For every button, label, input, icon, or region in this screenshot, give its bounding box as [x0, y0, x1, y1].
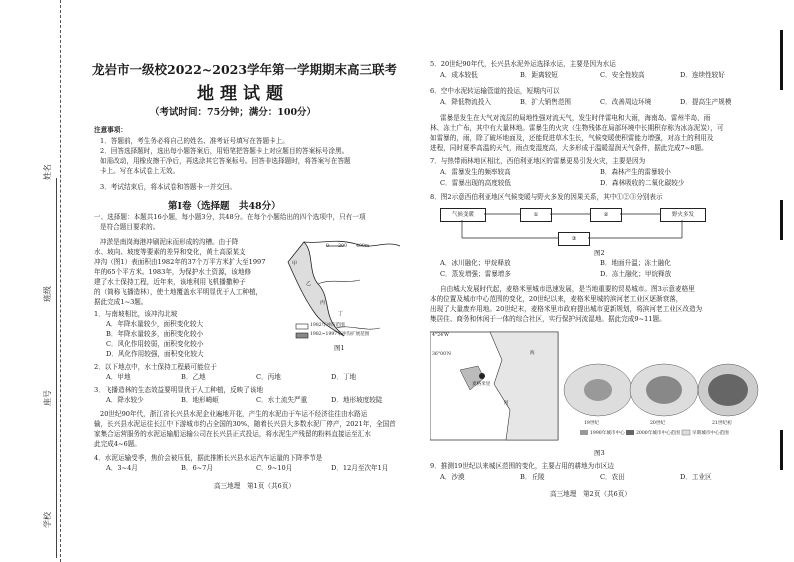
q9-stem: 9．推测19世纪以来城区范围的变化，主要占用的耕地为市区边	[430, 462, 615, 470]
fig2-box-warming: 气候变暖	[440, 208, 486, 222]
passage2-line: 此完成4~6题。	[94, 440, 141, 448]
passage2-line: 20世纪90年代，浙江省长兴县水泥企业遍地开花，产生的水泥由于车运不经济往往由水路运	[100, 410, 368, 418]
figure-1-label: 甲	[292, 261, 298, 267]
scan-mark	[780, 430, 783, 470]
figure-3-coord-lon: 4°24′W	[432, 333, 449, 338]
q3-option-b[interactable]: B．地形崎岖	[181, 396, 219, 404]
figure-1-scale: 0 200 400m	[326, 244, 370, 249]
q4-option-a[interactable]: A．3~4月	[106, 464, 138, 472]
passage1-line: 年的65个平方米。1983年，为保护水土资源，该地修	[94, 268, 252, 276]
q7-option-a[interactable]: A．雷暴发生的频率较高	[440, 168, 511, 176]
figure-1-caption: 图1	[334, 344, 345, 352]
passage3-line: 雷暴是发生在大气对流层的局地性强对流天气，发生时伴雷电和大雨，海南岛、雷州半岛，雨	[440, 114, 711, 122]
q4-stem: 4．水泥运输受季，焦价会被压低，据此推断长兴县水运汽车运量的下降季节是	[94, 454, 323, 462]
figure-3-river-label: 河	[504, 401, 509, 406]
q9-option-b[interactable]: B．丘陵	[520, 473, 545, 481]
q8-option-d[interactable]: D．冻土融化；甲烷释放	[600, 270, 672, 278]
q7-option-c[interactable]: C．雷暴出现的高度较低	[440, 179, 511, 187]
note-3: 3．考试结束后，将本试卷和答题卡一并交回。	[100, 183, 237, 191]
fill-line	[56, 178, 58, 558]
notes-title: 注意事项：	[94, 126, 127, 134]
q7-option-b[interactable]: B．森林产生的雷暴较小	[600, 168, 671, 176]
section-intro-2: 是符合题目要求的。	[100, 223, 160, 231]
q9-option-c[interactable]: C．农田	[600, 473, 625, 481]
q5-option-c[interactable]: C．安全性较高	[600, 71, 645, 79]
q3-option-c[interactable]: C．水土流失严重	[256, 396, 308, 404]
figure-3-legend-1: 1990年城市中心	[590, 431, 625, 436]
scan-mark	[780, 30, 783, 90]
figure-3-maps	[430, 330, 760, 445]
figure-2-caption: 图2	[594, 249, 605, 257]
passage1-line: 建了水土保持工程，近年来，该地利用飞机播撒种子	[94, 278, 246, 286]
q4-options	[106, 464, 406, 474]
passage2-line: 家集合运营服务的水泥运输船运输公司在长兴县正式投运，将水泥生产残留的粉料直接运至汇水	[94, 430, 371, 438]
q1-option-a[interactable]: A．年降水量较少，面积变化较大	[106, 320, 204, 328]
q6-option-c[interactable]: C．改善周边环境	[600, 98, 652, 106]
passage1-line: 据此完成1~3题。	[94, 298, 148, 306]
q2-option-b[interactable]: B．乙地	[181, 373, 206, 381]
q4-option-c[interactable]: C．9~10月	[256, 464, 293, 472]
school-label: 学校	[43, 512, 52, 528]
passage1-line: 水、坡向、坡度等要素的差异和变化，黄土高原某支	[94, 248, 246, 256]
q6-option-d[interactable]: D．提高生产规模	[680, 98, 732, 106]
figure-3-caption: 图3	[594, 449, 605, 457]
class-label: 班级	[43, 286, 52, 302]
note-1: 1．答题前，考生务必将自己的姓名、准考证号填写在答题卡上。	[100, 137, 289, 145]
subject-title: 地理试题	[197, 84, 289, 104]
q7-option-d[interactable]: D．森林吸收的二氧化碳较少	[600, 179, 685, 187]
q2-stem: 2．以下地点中，水土保持工程最可能位于	[94, 363, 217, 371]
q1-option-d[interactable]: D．风化作用较强，面积变化较大	[106, 350, 204, 358]
note-2c: 卡上。写在本试卷上无效。	[100, 167, 180, 175]
passage4-line: 出现了大量废弃用地。20世纪末，麦格米里市政府提出城市更新规划，将滨河老工业区改造为	[430, 305, 703, 313]
q5-option-d[interactable]: D．连续性较好	[680, 71, 725, 79]
figure-3-legend-2: 2000年城市中心范围	[636, 431, 680, 436]
q6-option-b[interactable]: B．扩大销售范围	[520, 98, 572, 106]
exam-title: 龙岩市一级校2022~2023学年第一学期期末高三联考	[92, 62, 398, 77]
scan-mark	[780, 200, 783, 240]
q3-options	[106, 396, 406, 406]
q9-options	[440, 473, 760, 483]
q9-option-d[interactable]: D．工业区	[680, 473, 712, 481]
passage4-line: 集居住、商务和休闲于一体的综合社区，实行保护河流湿地。据此完成9~11题。	[430, 315, 666, 323]
passage1-line: 冲淤是南岗海港冲刷泥床而形成的沟槽。由于降	[100, 238, 239, 246]
figure-3-sea-label: 海	[530, 351, 535, 356]
page-1-footer: 高三地理 第1页（共6页）	[214, 482, 295, 490]
fig2-box-1: ①	[520, 208, 552, 222]
section-heading: 第Ⅰ卷（选择题 共48分）	[168, 201, 281, 212]
fig2-box-3: ③	[558, 232, 590, 246]
figure-1-label: 丁	[338, 311, 344, 317]
figure-1-legend-1982: 1982年冲沟范围	[310, 323, 345, 328]
q6-options	[440, 98, 760, 108]
q1-stem: 1．与南坡相比，该冲沟北坡	[94, 310, 178, 318]
q5-stem: 5．20世纪90年代，长兴县水泥外运选择水运，主要是因为水运	[430, 60, 616, 68]
seat-label: 座号	[43, 390, 52, 406]
q1-option-b[interactable]: B．年降水量较多，面积变化较小	[106, 330, 204, 338]
q1-option-c[interactable]: C．风化作用较弱，面积变化较小	[106, 340, 204, 348]
figure-1-label: 乙	[306, 281, 312, 287]
figure-2-arrows	[440, 206, 710, 248]
figure-3-city-label: 麦格米里	[472, 382, 491, 387]
q7-stem: 7．与热带雨林地区相比，西伯利亚地区的雷暴更易引发火灾，主要是因为	[430, 157, 646, 165]
passage2-line: 输，长兴县水泥运往长江中下游城市约占全国的30%，随着长兴县大多数水泥厂停产，2021年，全国首	[94, 420, 396, 428]
q6-stem: 6．空中水泥转运输管道的投运，短期内可以	[430, 87, 560, 95]
passage3-line: 进程，同时夏季高温的天气，雨点变湿度高，大多形成于温暖湿润天气条件，据此完成7~8题。	[430, 144, 708, 152]
figure-3-year-3: 21世纪初	[712, 421, 732, 426]
passage1-line: 冲沟（图1）表面积由1982年的37个万平方米扩大至1997	[94, 258, 266, 266]
binding-line	[60, 0, 61, 562]
passage3-line: 林、冻土广布，其中有大量林地。雷暴生的火灾（生物残体在局部环境中长期积存称为冰冻泥炭），可	[430, 124, 724, 132]
q2-option-d[interactable]: D．丁地	[331, 373, 357, 381]
note-2: 2．回答选择题时，选出每小题答案后，用铅笔把答题卡上对应题目的答案标号涂黑。	[100, 147, 349, 155]
q2-options	[106, 373, 406, 383]
page-2-footer: 高三地理 第2页（共6页）	[550, 490, 631, 498]
q3-option-d[interactable]: D．地形坡度较陡	[331, 396, 383, 404]
q2-option-a[interactable]: A．甲地	[106, 373, 131, 381]
figure-3-year-1: 19世纪	[584, 421, 600, 426]
fig2-box-2: ②	[590, 208, 622, 222]
q5-options	[440, 71, 760, 81]
passage4-line: 自由城大发展时代起，麦格米里城市迅速发展，是当地重要的贸易城市。图3示意麦格里	[440, 285, 695, 293]
q8-option-a[interactable]: A．冰川融化；甲烷释放	[440, 259, 511, 267]
passage4-line: 本的位置及城市中心范围的变化，20世纪以来，麦格米里城的滨河老工业区逐渐衰落，	[430, 295, 683, 303]
q9-option-a[interactable]: A．沙漠	[440, 473, 465, 481]
q8-option-c[interactable]: C．蒸发增强；雷暴增多	[440, 270, 511, 278]
note-2b: 如需改动，用橡皮擦干净后，再选涂其它答案标号。回答非选择题时，将答案写在答题	[100, 157, 351, 165]
q3-option-a[interactable]: A．降水较少	[106, 396, 144, 404]
figure-3-legend-3: 早期城市中心范围	[692, 431, 729, 436]
q4-option-d[interactable]: D．12月至次年1月	[331, 464, 389, 472]
passage1-line: 的（简称飞播造林），使土地覆盖水平明显优于人工种植，	[94, 288, 263, 296]
section-intro: 一、选择题：本题共16小题，每小题3分，共48分。在每个小题给出的四个选项中，只有一项	[94, 213, 366, 221]
q8-option-b[interactable]: B．地面升温；冻土融化	[600, 259, 671, 267]
q5-option-a[interactable]: A．成本较低	[440, 71, 478, 79]
q3-stem: 3．飞播造林的生态效益要明显优于人工种植，反映了该地	[94, 386, 264, 394]
figure-1-legend-expansion: 1982~1997年冲沟扩展范围	[310, 332, 370, 337]
figure-3-year-2: 20世纪	[650, 421, 666, 426]
q5-option-b[interactable]: B．距离较短	[520, 71, 558, 79]
name-label: 姓名	[43, 164, 52, 180]
figure-3-coord-lat: 36°00′N	[432, 352, 452, 357]
q8-stem: 8．图2示意西伯利亚地区气候变暖与野火多发的因果关系，其中①②③分别表示	[430, 193, 663, 201]
passage3-line: 如雷暴的，雨，除了破坏地面及，还能促进草木生长，气候变暖使积雷能力增强，对冻土的利用及	[430, 134, 714, 142]
fig2-box-wildfire: 野火多发	[660, 208, 706, 222]
q6-option-a[interactable]: A．降低物流投入	[440, 98, 491, 106]
exam-meta: （考试时间：75分钟；满分：100分）	[150, 107, 317, 118]
figure-1-label: 丙	[320, 300, 326, 306]
q4-option-b[interactable]: B．6~7月	[181, 464, 213, 472]
q2-option-c[interactable]: C．丙地	[256, 373, 281, 381]
